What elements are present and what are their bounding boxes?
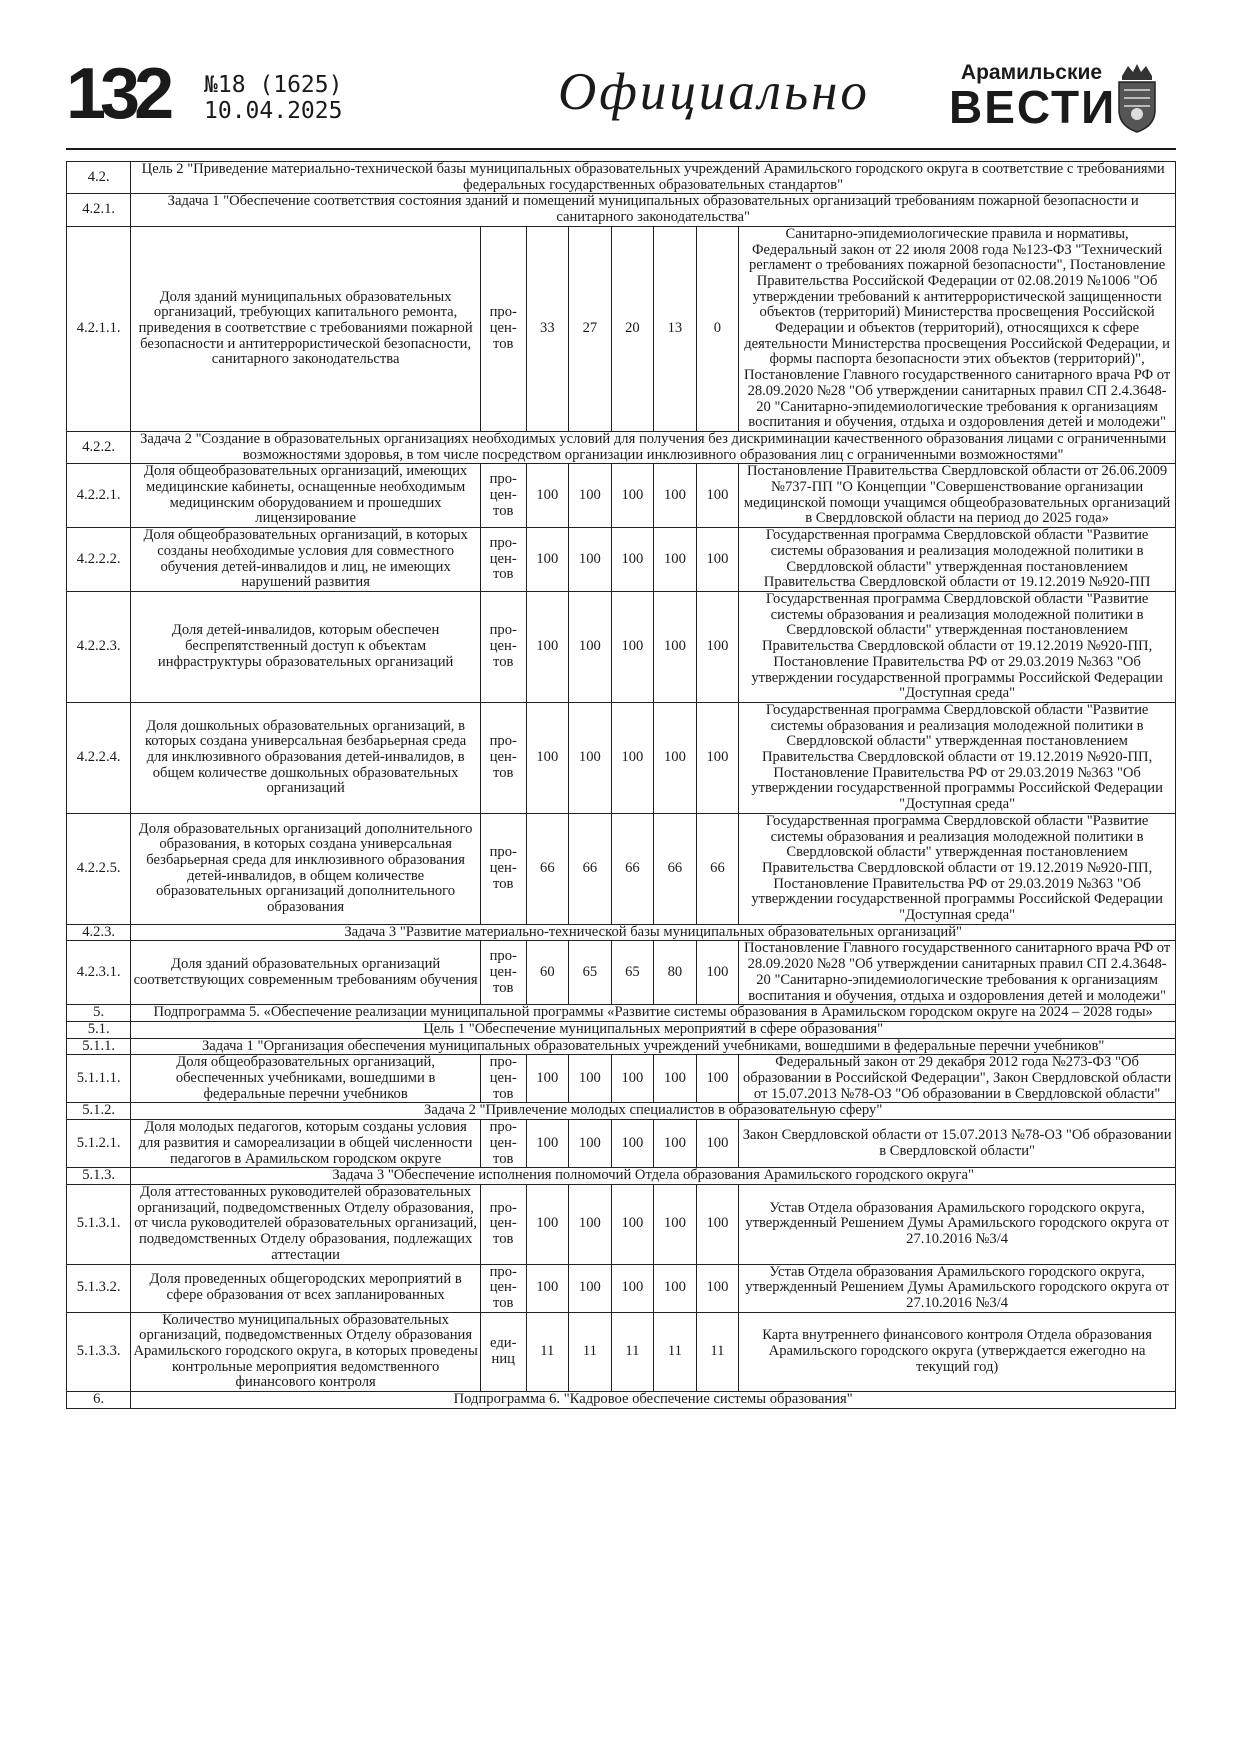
legal-basis: Государственная программа Свердловской области "Развитие системы образования и реализация молодежной политики в Свердловской области" утвержденная постановлением Правительства Свердловской области от 19.12.2019 №920-ПП, Постановление Правительства РФ от 29.03.2019 №363 "Об утверждении государственной программы Российской Федерации "Доступная среда" [739,591,1176,702]
section-heading: Подпрограмма 5. «Обеспечение реализации муниципальной программы «Развитие системы образования в Арамильском городском округе на 2024 – 2028 годы» [131,1005,1176,1022]
legal-basis: Постановление Главного государственного санитарного врача РФ от 28.09.2020 №28 "Об утверждении санитарных правил СП 2.4.3648-20 "Санитарно-эпидемиологические требования к организациям воспитания и обучения, отдыха и оздоровления детей и молодежи" [739,941,1176,1005]
target-value-year-4: 13 [654,226,697,431]
table-row [67,1055,1176,1103]
table-row [67,464,1176,528]
target-value-year-1: 100 [526,1120,569,1168]
row-number: 4.2.2.5. [67,813,131,924]
table-heading-row [67,1168,1176,1185]
target-value-year-1: 100 [526,464,569,528]
target-value-year-1: 100 [526,1185,569,1265]
section-heading: Задача 3 "Обеспечение исполнения полномочий Отдела образования Арамильского городского округа" [131,1168,1176,1185]
unit-of-measure: про- цен- тов [480,528,526,592]
row-number: 4.2.2.3. [67,591,131,702]
row-number: 4.2.2.2. [67,528,131,592]
table-heading-row [67,1392,1176,1409]
row-number: 5.1.3.1. [67,1185,131,1265]
target-value-year-5: 0 [696,226,739,431]
table-heading-row [67,194,1176,226]
table-row [67,1120,1176,1168]
row-number: 6. [67,1392,131,1409]
indicator-name: Доля общеобразовательных организаций, имеющих медицинские кабинеты, оснащенные необходимым медицинским оборудованием и прошедших лицензирование [131,464,481,528]
target-value-year-4: 100 [654,1120,697,1168]
table-heading-row [67,924,1176,941]
unit-of-measure: про- цен- тов [480,702,526,813]
page-number: 132 [66,54,169,134]
target-value-year-5: 100 [696,591,739,702]
section-heading: Цель 2 "Приведение материально-технической базы муниципальных образовательных учреждений Арамильского городского округа в соответствие с требованиями федеральных государственных образовательных стандартов" [131,162,1176,194]
target-value-year-2: 100 [569,702,612,813]
table-heading-row [67,1103,1176,1120]
unit-of-measure: про- цен- тов [480,813,526,924]
unit-of-measure: про- цен- тов [480,464,526,528]
target-value-year-4: 100 [654,1055,697,1103]
coat-of-arms-icon [1116,62,1158,134]
target-value-year-2: 100 [569,1120,612,1168]
legal-basis: Карта внутреннего финансового контроля Отдела образования Арамильского городского округа (утверждается ежегодно на текущий год) [739,1312,1176,1392]
table-row [67,591,1176,702]
indicator-name: Доля образовательных организаций дополнительного образования, в которых создана универсальная безбарьерная среда для инклюзивного образования детей-инвалидов, в общем количестве образовательных организаций дополнительного образования [131,813,481,924]
target-value-year-3: 100 [611,464,654,528]
indicator-name: Доля общеобразовательных организаций, обеспеченных учебниками, вошедшими в федеральные перечни учебников [131,1055,481,1103]
legal-basis: Санитарно-эпидемиологические правила и нормативы, Федеральный закон от 22 июля 2008 года №123-ФЗ "Технический регламент о требованиях пожарной безопасности", Постановление Правительства Российской Федерации от 02.08.2019 №1006 "Об утверждении требований к антитеррористической защищенности объектов (территорий) Министерства просвещения Российской Федерации и объектов (территорий), относящихся к сфере деятельности Министерства просвещения Российской Федерации, и формы паспорта безопасности этих объектов (территорий)", Постановление Главного государственного санитарного врача РФ от 28.09.2020 №28 "Об утверждении санитарных правил СП 2.4.3648-20 "Санитарно-эпидемиологические требования к организациям воспитания и обучения, отдыха и оздоровления детей и молодежи" [739,226,1176,431]
target-value-year-5: 100 [696,1055,739,1103]
indicators-table [66,161,1176,1409]
table-heading-row [67,431,1176,463]
table-row [67,1312,1176,1392]
target-value-year-1: 33 [526,226,569,431]
target-value-year-5: 100 [696,702,739,813]
target-value-year-5: 100 [696,528,739,592]
table-heading-row [67,1005,1176,1022]
target-value-year-2: 27 [569,226,612,431]
target-value-year-3: 11 [611,1312,654,1392]
target-value-year-3: 100 [611,1055,654,1103]
target-value-year-4: 100 [654,1185,697,1265]
target-value-year-2: 100 [569,1185,612,1265]
target-value-year-2: 11 [569,1312,612,1392]
target-value-year-5: 100 [696,1120,739,1168]
target-value-year-2: 65 [569,941,612,1005]
table-row [67,1264,1176,1312]
target-value-year-5: 66 [696,813,739,924]
row-number: 4.2.3. [67,924,131,941]
row-number: 5.1.3. [67,1168,131,1185]
row-number: 5.1.1.1. [67,1055,131,1103]
row-number: 4.2.3.1. [67,941,131,1005]
indicator-name: Доля дошкольных образовательных организаций, в которых создана универсальная безбарьерная среда для инклюзивного образования детей-инвалидов, в общем количестве дошкольных образовательных организаций [131,702,481,813]
indicator-name: Доля аттестованных руководителей образовательных организаций, подведомственных Отделу образования, от числа руководителей образовательных организаций, подведомственных Отделу образования, подлежащих аттестации [131,1185,481,1265]
target-value-year-5: 100 [696,1185,739,1265]
target-value-year-1: 100 [526,591,569,702]
table-row [67,941,1176,1005]
section-heading: Подпрограмма 6. "Кадровое обеспечение системы образования" [131,1392,1176,1409]
row-number: 5.1. [67,1021,131,1038]
target-value-year-4: 100 [654,702,697,813]
target-value-year-4: 100 [654,591,697,702]
issue-number: №18 (1625) [204,72,343,98]
section-title: Официально [558,63,870,121]
indicator-name: Доля молодых педагогов, которым созданы условия для развития и самореализации в общей численности педагогов в Арамильском городском округе [131,1120,481,1168]
section-heading: Задача 3 "Развитие материально-технической базы муниципальных образовательных организаций" [131,924,1176,941]
logo-top-text: Арамильские [960,61,1103,84]
indicator-name: Доля зданий муниципальных образовательных организаций, требующих капитального ремонта, приведения в соответствие с требованиями пожарной безопасности и антитеррористической безопасности, санитарного законодательства [131,226,481,431]
table-row [67,813,1176,924]
target-value-year-1: 100 [526,702,569,813]
row-number: 5.1.3.2. [67,1264,131,1312]
row-number: 4.2.2.1. [67,464,131,528]
row-number: 5.1.1. [67,1038,131,1055]
target-value-year-3: 100 [611,1120,654,1168]
target-value-year-1: 100 [526,1264,569,1312]
target-value-year-1: 11 [526,1312,569,1392]
table-heading-row [67,1038,1176,1055]
indicator-name: Доля общеобразовательных организаций, в которых созданы необходимые условия для совместного обучения детей-инвалидов и лиц, не имеющих нарушений развития [131,528,481,592]
section-heading: Задача 2 "Создание в образовательных организациях необходимых условий для получения без дискриминации качественного образования лицами с ограниченными возможностями здоровья, в том числе посредством организации инклюзивного образования лиц с ограниченными возможностями" [131,431,1176,463]
legal-basis: Устав Отдела образования Арамильского городского округа, утвержденный Решением Думы Арамильского городского округа от 27.10.2016 №3/4 [739,1264,1176,1312]
row-number: 5.1.2.1. [67,1120,131,1168]
section-heading: Задача 1 "Обеспечение соответствия состояния зданий и помещений муниципальных образовательных организаций требованиям пожарной безопасности и санитарного законодательства" [131,194,1176,226]
row-number: 5.1.2. [67,1103,131,1120]
target-value-year-2: 100 [569,1055,612,1103]
table-row [67,226,1176,431]
row-number: 4.2.1. [67,194,131,226]
indicator-name: Доля детей-инвалидов, которым обеспечен беспрепятственный доступ к объектам инфраструктуры образовательных организаций [131,591,481,702]
legal-basis: Государственная программа Свердловской области "Развитие системы образования и реализация молодежной политики в Свердловской области" утвержденная постановлением Правительства Свердловской области от 19.12.2019 №920-ПП, Постановление Правительства РФ от 29.03.2019 №363 "Об утверждении государственной программы Российской Федерации "Доступная среда" [739,702,1176,813]
target-value-year-2: 100 [569,591,612,702]
target-value-year-4: 80 [654,941,697,1005]
target-value-year-1: 100 [526,528,569,592]
target-value-year-5: 11 [696,1312,739,1392]
row-number: 4.2. [67,162,131,194]
table-heading-row [67,1021,1176,1038]
page-header [66,54,1176,150]
legal-basis: Постановление Правительства Свердловской области от 26.06.2009 №737-ПП "О Концепции "Совершенствование организации медицинской помощи учащимся общеобразовательных организаций в Свердловской области на период до 2025 года» [739,464,1176,528]
section-heading: Задача 2 "Привлечение молодых специалистов в образовательную сферу" [131,1103,1176,1120]
target-value-year-4: 11 [654,1312,697,1392]
target-value-year-4: 66 [654,813,697,924]
section-heading: Цель 1 "Обеспечение муниципальных мероприятий в сфере образования" [131,1021,1176,1038]
legal-basis: Федеральный закон от 29 декабря 2012 года №273-ФЗ "Об образовании в Российской Федерации", Закон Свердловской области от 15.07.2013 №78-ОЗ "Об образовании в Свердловской области" [739,1055,1176,1103]
target-value-year-1: 100 [526,1055,569,1103]
section-heading: Задача 1 "Организация обеспечения муниципальных образовательных учреждений учебниками, вошедшими в федеральные перечни учебников" [131,1038,1176,1055]
target-value-year-3: 100 [611,1185,654,1265]
legal-basis: Государственная программа Свердловской области "Развитие системы образования и реализация молодежной политики в Свердловской области" утвержденная постановлением Правительства Свердловской области от 19.12.2019 №920-ПП, Постановление Правительства РФ от 29.03.2019 №363 "Об утверждении государственной программы Российской Федерации "Доступная среда" [739,813,1176,924]
unit-of-measure: про- цен- тов [480,1264,526,1312]
unit-of-measure: про- цен- тов [480,591,526,702]
target-value-year-3: 100 [611,591,654,702]
newspaper-logo [949,61,1117,133]
indicator-name: Доля зданий образовательных организаций соответствующих современным требованиям обучения [131,941,481,1005]
target-value-year-2: 100 [569,464,612,528]
target-value-year-4: 100 [654,1264,697,1312]
target-value-year-3: 100 [611,702,654,813]
row-number: 4.2.2.4. [67,702,131,813]
target-value-year-3: 100 [611,528,654,592]
unit-of-measure: еди- ниц [480,1312,526,1392]
target-value-year-2: 66 [569,813,612,924]
target-value-year-5: 100 [696,464,739,528]
indicator-name: Количество муниципальных образовательных организаций, подведомственных Отделу образования Арамильского городского округа, в которых проведены контрольные мероприятия ведомственного финансового контроля [131,1312,481,1392]
header-rule [66,148,1176,150]
legal-basis: Закон Свердловской области от 15.07.2013 №78-ОЗ "Об образовании в Свердловской области" [739,1120,1176,1168]
indicator-name: Доля проведенных общегородских мероприятий в сфере образования от всех запланированных [131,1264,481,1312]
unit-of-measure: про- цен- тов [480,1120,526,1168]
target-value-year-3: 65 [611,941,654,1005]
target-value-year-1: 60 [526,941,569,1005]
table-row [67,1185,1176,1265]
row-number: 5.1.3.3. [67,1312,131,1392]
row-number: 5. [67,1005,131,1022]
target-value-year-1: 66 [526,813,569,924]
unit-of-measure: про- цен- тов [480,226,526,431]
table-row [67,528,1176,592]
target-value-year-2: 100 [569,1264,612,1312]
legal-basis: Устав Отдела образования Арамильского городского округа, утвержденный Решением Думы Арамильского городского округа от 27.10.2016 №3/4 [739,1185,1176,1265]
unit-of-measure: про- цен- тов [480,1055,526,1103]
target-value-year-3: 66 [611,813,654,924]
logo-main-text: ВЕСТИ [949,81,1117,133]
target-value-year-2: 100 [569,528,612,592]
issue-info [204,72,342,124]
row-number: 4.2.2. [67,431,131,463]
table-heading-row [67,162,1176,194]
unit-of-measure: про- цен- тов [480,941,526,1005]
legal-basis: Государственная программа Свердловской области "Развитие системы образования и реализация молодежной политики в Свердловской области" утвержденная постановлением Правительства Свердловской области от 19.12.2019 №920-ПП [739,528,1176,592]
target-value-year-3: 100 [611,1264,654,1312]
target-value-year-4: 100 [654,464,697,528]
table-row [67,702,1176,813]
target-value-year-5: 100 [696,1264,739,1312]
unit-of-measure: про- цен- тов [480,1185,526,1265]
target-value-year-5: 100 [696,941,739,1005]
row-number: 4.2.1.1. [67,226,131,431]
target-value-year-3: 20 [611,226,654,431]
issue-date: 10.04.2025 [204,98,343,124]
target-value-year-4: 100 [654,528,697,592]
